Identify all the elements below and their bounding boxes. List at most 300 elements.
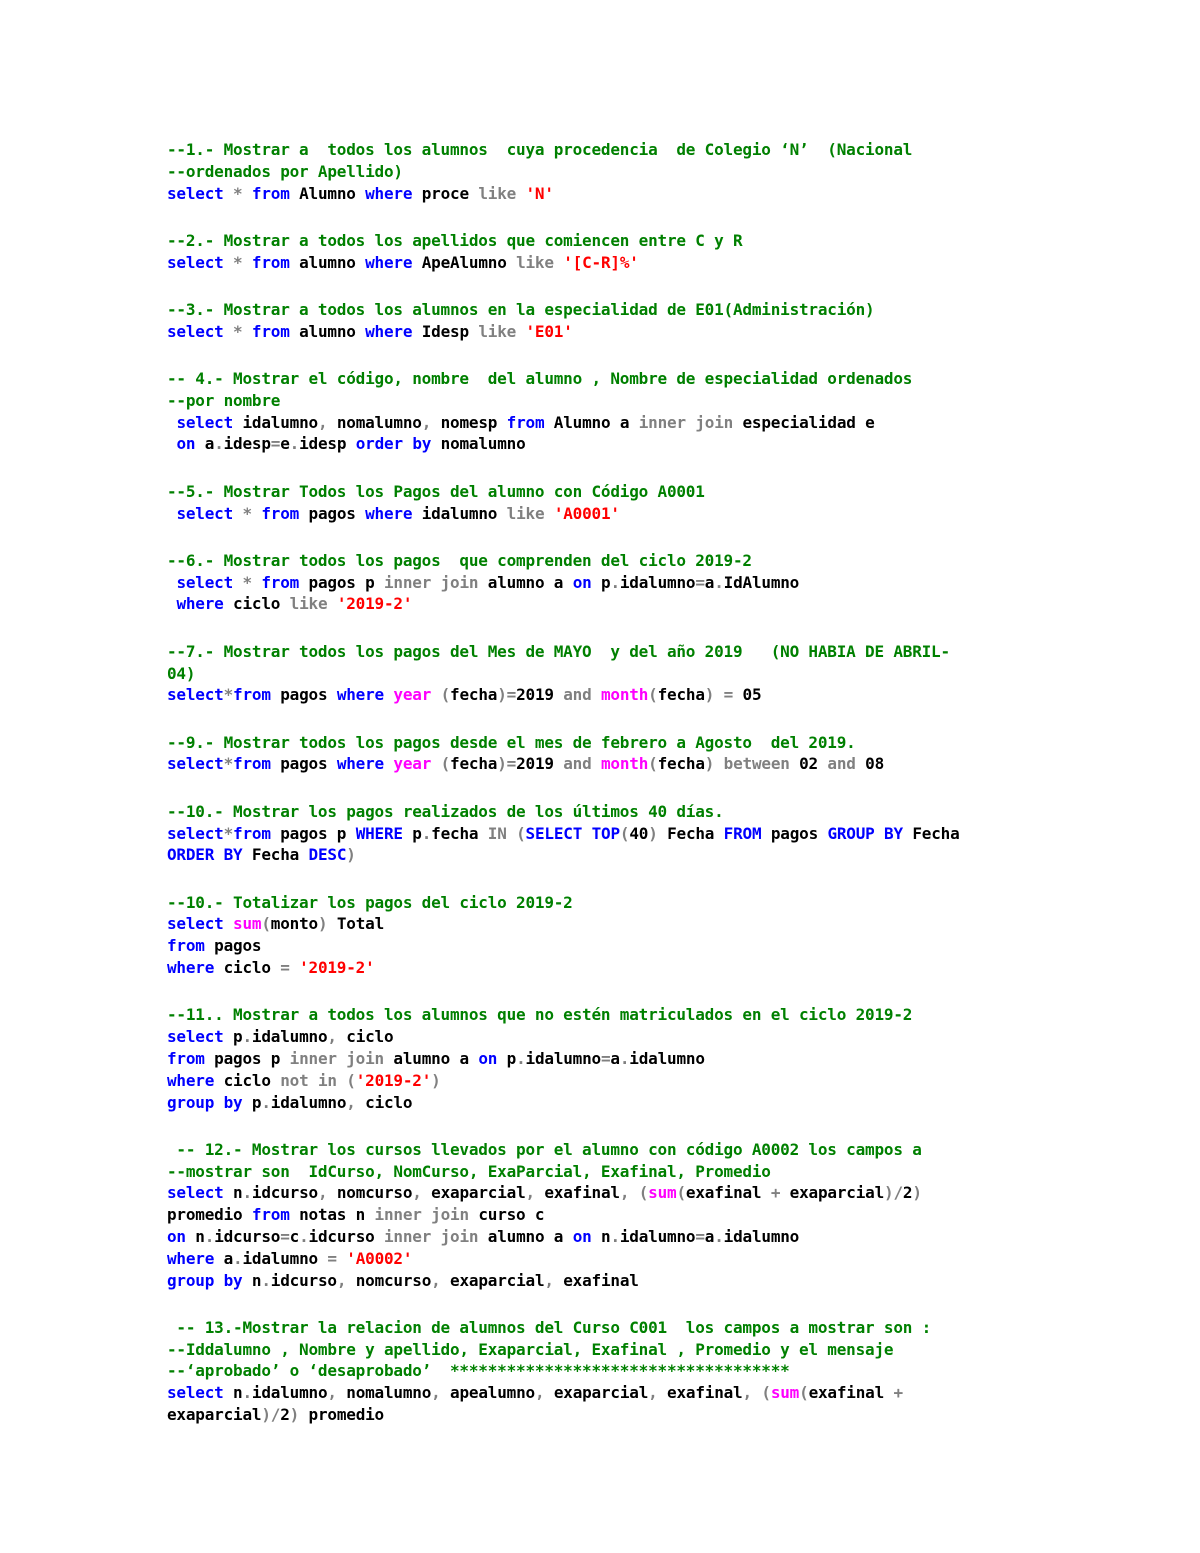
code-token: a: [704, 1226, 715, 1246]
code-token: =: [280, 958, 290, 978]
query-block: [167, 550, 1167, 615]
code-token: n: [223, 1183, 243, 1203]
code-token: '2019-2': [355, 1070, 432, 1090]
code-token: from: [167, 936, 205, 956]
code-token: Total: [327, 914, 385, 934]
code-token: [384, 685, 393, 704]
code-line: [167, 801, 1167, 823]
query-block: [167, 368, 1167, 455]
code-token: 02: [789, 754, 828, 774]
sql-document: [167, 139, 1167, 1426]
code-token: exaparcial: [440, 1270, 545, 1290]
code-token: between: [723, 754, 790, 774]
code-token: .: [610, 572, 620, 592]
code-line: [167, 844, 1167, 866]
code-token: --9.- Mostrar todos los pagos desde el mes de febrero a Agosto del 2019.: [167, 732, 856, 752]
code-token: [337, 1249, 346, 1268]
code-token: where: [365, 503, 413, 523]
code-line: [167, 183, 1167, 205]
code-token: .: [261, 1092, 271, 1112]
code-token: WHERE: [355, 823, 403, 843]
code-token: nomesp: [431, 412, 507, 432]
code-token: 'A0001': [553, 503, 620, 523]
query-block: [167, 641, 1167, 706]
code-token: by: [223, 1092, 243, 1112]
code-token: exaparcial: [421, 1183, 526, 1203]
code-token: BY: [884, 823, 903, 843]
code-line: [167, 1070, 1167, 1092]
code-token: [242, 253, 251, 272]
code-line: [167, 684, 1167, 706]
code-token: exaparcial: [167, 1405, 262, 1425]
code-token: (: [676, 1183, 686, 1203]
code-token: SELECT: [525, 823, 583, 843]
code-line: [167, 1182, 1167, 1204]
code-token: [714, 754, 723, 773]
code-token: --7.- Mostrar todos los pagos del Mes de MAYO y del año 2019 (NO HABIA DE ABRIL-: [167, 641, 950, 661]
query-block: [167, 1139, 1167, 1292]
code-line: [167, 1048, 1167, 1070]
code-token: *: [223, 685, 234, 705]
code-token: ,: [525, 1183, 535, 1203]
code-token: .: [610, 1226, 620, 1246]
code-token: '2019-2': [299, 958, 375, 978]
code-line: [167, 321, 1167, 343]
code-token: [516, 184, 525, 203]
code-token: [875, 824, 884, 843]
code-token: ,: [412, 1183, 422, 1203]
code-token: .: [421, 823, 432, 843]
code-token: =: [280, 1226, 290, 1246]
code-token: p: [402, 823, 422, 843]
code-token: [214, 1093, 223, 1112]
code-line: [167, 663, 1167, 685]
code-token: --6.- Mostrar todos los pagos que comprenden del ciclo 2019-2: [167, 550, 752, 570]
code-token: ,: [421, 412, 432, 432]
code-token: from: [251, 1205, 290, 1225]
code-token: --11.. Mostrar a todos los alumnos que no estén matriculados en el ciclo 2019-2: [167, 1005, 913, 1025]
code-line: [167, 230, 1167, 252]
code-token: ,: [648, 1383, 658, 1403]
code-token: --1.- Mostrar a todos los alumnos cuya procedencia de Colegio ‘N’ (Nacional: [167, 140, 913, 159]
code-token: -- 4.- Mostrar el código, nombre del alumno , Nombre de especialidad ordenados: [167, 369, 913, 389]
code-token: idalumno: [629, 1048, 705, 1068]
code-token: *: [242, 572, 252, 592]
query-block: [167, 732, 1167, 776]
code-token: .: [516, 1048, 526, 1068]
code-token: fecha: [431, 823, 488, 843]
code-line: [167, 412, 1167, 434]
code-token: idalumno: [251, 1027, 328, 1047]
code-token: n: [591, 1226, 611, 1246]
code-token: n: [242, 1270, 262, 1290]
code-token: 'N': [525, 183, 554, 203]
code-token: IN: [487, 823, 507, 843]
code-token: --Iddalumno , Nombre y apellido, Exaparcial, Exafinal , Promedio y el mensaje: [167, 1339, 894, 1359]
code-token: (: [799, 1383, 809, 1403]
code-line: [167, 1404, 1167, 1426]
code-token: where: [167, 1248, 215, 1268]
code-token: join: [695, 412, 734, 432]
code-token: month: [601, 754, 649, 774]
code-token: idesp: [299, 434, 356, 454]
code-line: [167, 913, 1167, 935]
code-token: select: [176, 572, 234, 592]
code-token: ,: [742, 1383, 752, 1403]
code-token: where: [365, 321, 413, 341]
code-token: [224, 322, 233, 341]
code-token: DESC: [308, 845, 347, 865]
code-line: [167, 753, 1167, 775]
code-token: idalumno: [723, 1226, 800, 1246]
code-token: ,: [317, 412, 328, 432]
code-token: fecha: [450, 754, 498, 774]
code-token: .: [204, 1226, 215, 1246]
code-token: from: [251, 321, 290, 341]
code-token: 04): [167, 663, 196, 683]
code-line: [167, 139, 1167, 161]
code-token: select: [176, 412, 234, 432]
code-token: where: [167, 1070, 215, 1090]
code-token: ciclo: [355, 1092, 413, 1112]
code-token: like: [289, 594, 328, 614]
code-token: )=: [497, 685, 517, 705]
code-token: join: [346, 1048, 384, 1068]
code-token: 40: [629, 823, 649, 843]
code-token: idalumno: [619, 572, 696, 592]
code-token: --mostrar son IdCurso, NomCurso, ExaParcial, Exafinal, Promedio: [167, 1161, 771, 1181]
code-token: .: [299, 1226, 309, 1246]
code-token: --por nombre: [167, 390, 281, 410]
code-token: (: [648, 754, 658, 774]
block-spacer: [167, 1113, 1167, 1139]
code-token: Idesp: [412, 321, 479, 341]
code-token: from: [251, 183, 290, 203]
code-line: [167, 481, 1167, 503]
code-token: [507, 824, 516, 843]
code-line: [167, 1339, 1167, 1361]
code-token: select: [167, 1183, 224, 1203]
code-token: ciclo: [223, 594, 290, 614]
code-token: [290, 958, 299, 977]
code-token: idalumno: [525, 1048, 601, 1068]
code-token: ORDER: [167, 845, 215, 865]
code-token: on: [176, 434, 196, 454]
code-token: ,: [327, 1027, 337, 1047]
code-token: '[C-R]%': [563, 252, 639, 272]
query-block: [167, 230, 1167, 274]
code-token: IdAlumno: [723, 572, 800, 592]
code-token: .: [233, 1248, 243, 1268]
code-token: join: [440, 572, 479, 592]
code-token: inner: [384, 572, 432, 592]
code-token: not: [280, 1070, 309, 1090]
code-token: select: [167, 252, 224, 272]
code-token: p: [242, 1092, 262, 1112]
code-token: [214, 845, 223, 864]
code-token: [384, 754, 393, 773]
code-token: nomalumno: [327, 412, 422, 432]
code-token: ,: [317, 1183, 328, 1203]
code-token: exafinal: [553, 1270, 639, 1290]
code-token: alumno: [289, 321, 366, 341]
code-token: on: [478, 1048, 498, 1068]
code-token: 2019: [516, 754, 564, 774]
code-token: ): [704, 685, 715, 705]
code-token: fecha: [657, 754, 705, 774]
code-line: [167, 390, 1167, 412]
code-token: 2019: [516, 685, 564, 705]
code-token: and: [563, 754, 592, 774]
code-token: [592, 685, 601, 704]
code-token: --10.- Totalizar los pagos del ciclo 2019-2: [167, 892, 573, 912]
block-spacer: [167, 524, 1167, 550]
code-token: where: [336, 685, 384, 705]
code-token: [309, 1071, 318, 1090]
code-token: exaparcial: [780, 1183, 885, 1203]
code-token: [224, 253, 233, 272]
code-token: select: [167, 183, 224, 203]
code-token: from: [261, 503, 300, 523]
code-token: a: [704, 572, 715, 592]
code-token: [431, 1227, 440, 1246]
code-token: fecha: [450, 685, 498, 705]
code-token: where: [167, 958, 215, 978]
code-token: select: [167, 321, 224, 341]
code-token: from: [261, 572, 300, 592]
code-token: notas n: [289, 1205, 375, 1225]
code-token: monto: [270, 914, 318, 934]
code-token: *: [223, 823, 234, 843]
code-token: select: [167, 754, 224, 774]
code-token: from: [506, 412, 545, 432]
code-token: select: [167, 1383, 224, 1403]
code-token: idalumno: [251, 1383, 328, 1403]
code-token: a: [195, 434, 215, 454]
code-token: =: [695, 572, 705, 592]
code-token: .: [242, 1027, 252, 1047]
block-spacer: [167, 273, 1167, 299]
code-token: Fecha: [657, 823, 724, 843]
code-token: .: [289, 434, 300, 454]
code-line: [167, 1026, 1167, 1048]
code-token: p: [591, 572, 611, 592]
code-token: promedio: [299, 1405, 384, 1425]
code-line: [167, 1248, 1167, 1270]
code-token: ): [912, 1183, 922, 1203]
code-token: [544, 504, 553, 523]
code-line: [167, 823, 1167, 845]
code-token: alumno a: [478, 1226, 573, 1246]
code-token: exaparcial: [544, 1383, 649, 1403]
code-line: [167, 1270, 1167, 1292]
code-token: pagos: [204, 936, 262, 956]
query-block: [167, 1004, 1167, 1113]
code-token: idcurso: [214, 1226, 281, 1246]
code-token: [516, 322, 525, 341]
query-block: [167, 139, 1167, 204]
code-token: and: [827, 754, 856, 774]
code-token: (: [638, 1183, 649, 1203]
code-token: [592, 754, 601, 773]
code-token: by: [223, 1270, 243, 1290]
code-token: idalumno: [270, 1092, 347, 1112]
code-token: TOP: [591, 823, 620, 843]
code-token: on: [572, 572, 592, 592]
code-line: [167, 368, 1167, 390]
code-token: --2.- Mostrar a todos los apellidos que comiencen entre C y R: [167, 230, 743, 250]
code-token: sum: [770, 1383, 800, 1403]
code-line: [167, 593, 1167, 615]
code-token: curso c: [468, 1205, 545, 1225]
code-token: .: [714, 572, 724, 592]
code-token: idalumno: [242, 1248, 328, 1268]
code-token: select: [167, 685, 224, 705]
query-block: [167, 481, 1167, 525]
code-token: *: [233, 183, 243, 203]
code-token: ,: [346, 1092, 356, 1112]
code-token: fecha: [657, 685, 705, 705]
code-token: ciclo: [336, 1027, 394, 1047]
code-token: ,: [431, 1270, 441, 1290]
block-spacer: [167, 204, 1167, 230]
code-token: idcurso: [251, 1183, 318, 1203]
code-token: --10.- Mostrar los pagos realizados de los últimos 40 días.: [167, 801, 724, 821]
code-token: where: [365, 183, 413, 203]
code-token: where: [176, 594, 224, 614]
code-token: Fecha: [242, 845, 309, 865]
code-token: on: [167, 1226, 186, 1246]
code-token: pagos p: [270, 823, 356, 843]
code-token: [629, 1183, 638, 1202]
code-token: 'E01': [525, 321, 573, 341]
code-token: n: [185, 1226, 205, 1246]
code-token: ): [648, 823, 658, 843]
code-token: exafinal: [657, 1383, 743, 1403]
code-token: from: [233, 754, 271, 774]
code-line: [167, 935, 1167, 957]
code-token: from: [167, 1048, 205, 1068]
code-token: [242, 322, 251, 341]
code-token: ciclo: [214, 1070, 281, 1090]
block-spacer: [167, 455, 1167, 481]
code-token: especialidad e: [733, 412, 875, 432]
code-line: [167, 252, 1167, 274]
code-token: (: [261, 914, 271, 934]
code-token: --3.- Mostrar a todos los alumnos en la especialidad de E01(Administración): [167, 299, 875, 319]
code-token: ): [704, 754, 715, 774]
code-token: [714, 685, 723, 704]
code-token: 05: [733, 685, 762, 705]
code-token: .: [261, 1270, 271, 1290]
code-token: [431, 685, 440, 704]
code-line: [167, 957, 1167, 979]
code-token: ): [317, 914, 328, 934]
code-token: =: [327, 1248, 337, 1268]
block-spacer: [167, 706, 1167, 732]
code-token: -- 13.-Mostrar la relacion de alumnos del Curso C001 los campos a mostrar son :: [167, 1317, 932, 1337]
code-token: like: [478, 183, 517, 203]
code-token: exafinal: [808, 1383, 894, 1403]
code-token: idesp: [223, 434, 271, 454]
code-token: +: [893, 1383, 903, 1403]
code-token: *: [223, 754, 234, 774]
code-token: [431, 573, 440, 592]
code-token: (: [346, 1070, 356, 1090]
code-token: [337, 1071, 346, 1090]
code-token: FROM: [723, 823, 762, 843]
code-token: alumno: [289, 252, 366, 272]
code-token: ): [431, 1070, 441, 1090]
code-token: sum: [648, 1183, 677, 1203]
code-token: order: [355, 434, 403, 454]
query-block: [167, 1317, 1167, 1426]
code-token: where: [336, 754, 384, 774]
code-token: [252, 504, 261, 523]
code-token: ,: [619, 1183, 630, 1203]
code-token: [214, 1271, 223, 1290]
code-token: join: [431, 1205, 469, 1225]
code-line: [167, 1204, 1167, 1226]
block-spacer: [167, 775, 1167, 801]
code-token: GROUP: [827, 823, 875, 843]
code-token: Alumno a: [544, 412, 639, 432]
code-token: )/: [261, 1405, 281, 1425]
code-token: promedio: [167, 1205, 252, 1225]
code-token: (: [440, 685, 451, 705]
code-token: pagos p: [204, 1048, 290, 1068]
code-token: ,: [534, 1383, 545, 1403]
code-token: idalumno: [412, 503, 507, 523]
code-line: [167, 433, 1167, 455]
code-line: [167, 1360, 1167, 1382]
code-line: [167, 1161, 1167, 1183]
code-line: [167, 1317, 1167, 1339]
code-line: [167, 572, 1167, 594]
code-token: where: [365, 252, 413, 272]
code-line: [167, 1382, 1167, 1404]
code-token: e: [280, 434, 290, 454]
query-block: [167, 801, 1167, 866]
code-line: [167, 732, 1167, 754]
code-token: .: [714, 1226, 724, 1246]
code-token: inner: [638, 412, 686, 432]
code-token: 2: [902, 1183, 913, 1203]
code-token: .: [619, 1048, 630, 1068]
code-token: 'A0002': [346, 1248, 413, 1268]
code-line: [167, 299, 1167, 321]
code-token: pagos p: [299, 572, 384, 592]
code-token: *: [233, 321, 243, 341]
code-token: --‘aprobado’ o ‘desaprobado’ ************************************: [167, 1361, 790, 1381]
code-token: inner: [384, 1226, 432, 1246]
code-token: [224, 914, 233, 933]
block-spacer: [167, 979, 1167, 1005]
code-token: [252, 573, 261, 592]
block-spacer: [167, 343, 1167, 369]
code-token: nomcurso: [327, 1183, 413, 1203]
code-token: p: [223, 1027, 243, 1047]
code-token: .: [242, 1183, 252, 1203]
code-token: nomcurso: [346, 1270, 432, 1290]
code-token: [327, 594, 336, 613]
code-token: inner: [374, 1205, 422, 1225]
code-token: exafinal: [534, 1183, 620, 1203]
code-token: *: [233, 252, 243, 272]
code-token: pagos: [270, 754, 337, 774]
code-token: ): [346, 845, 356, 865]
block-spacer: [167, 1291, 1167, 1317]
